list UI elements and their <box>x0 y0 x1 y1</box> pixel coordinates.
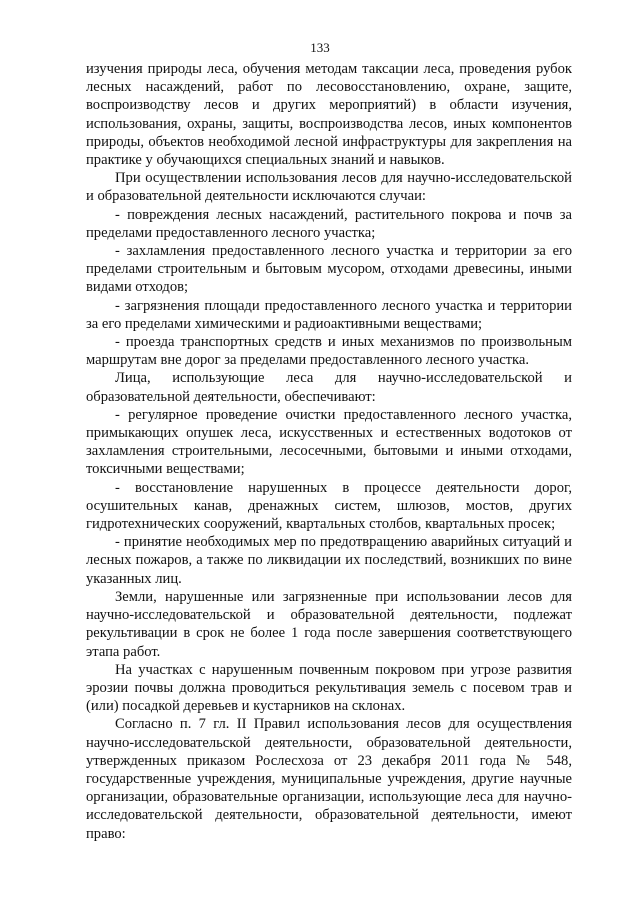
list-item-littering: - захламления предоставленного лесного участка и территории за его пределами строительным и бытовым мусором, отходами древесины, иными видами отходов; <box>86 243 572 296</box>
list-item-restoration: - восстановление нарушенных в процессе деятельности дорог, осушительных канав, дренажных систем, шлюзов, мостов, других гидротехнических сооружений, квартальных столбов, квартальных просек; <box>86 479 572 533</box>
list-item-pollution: - загрязнения площади предоставленного лесного участка и территории за его пределами химическими и радиоактивными веществами; <box>86 297 572 332</box>
list-item-damage: - повреждения лесных насаждений, растительного покрова и почв за пределами предоставленного лесного участка; <box>86 206 572 241</box>
list-item-cleaning: - регулярное проведение очистки предоставленного лесного участка, примыкающих опушек леса, искусственных и естественных водотоков от захламления строительными, лесосечными, бытовыми и иными отходами, токсичными веществами; <box>86 406 572 478</box>
paragraph-rights: Согласно п. 7 гл. II Правил использования лесов для осуществления научно-исследовательской деятельности, образовательной деятельности, утвержденных приказом Рослесхоза от 23 декабря 2011 года № 548, государственные учреждения, муниципальные учреждения, другие научные организации, образовательные организации, использующие леса для научно-исследовательской деятельности, образовательной деятельности, имеют право: <box>86 716 572 842</box>
paragraph-erosion: На участках с нарушенным почвенным покровом при угрозе развития эрозии почвы должна проводиться рекультивация земель с посевом трав и (или) посадкой деревьев и кустарников на склонах. <box>86 661 572 715</box>
page-number: 133 <box>310 40 330 55</box>
paragraph-1: изучения природы леса, обучения методам таксации леса, проведения рубок лесных насаждений, работ по лесовосстановлению, охране, защите, воспроизводству лесов и других мероприятий) в области изучения, использования, охраны, защиты, воспроизводства лесов, иных компонентов природы, объектов необходимой лесной инфраструктуры для закрепления на практике у обучающихся специальных знаний и навыков. <box>86 61 572 169</box>
list-item-fire-prevention: - принятие необходимых мер по предотвращению аварийных ситуаций и лесных пожаров, а также по ликвидации их последствий, возникших по вине указанных лиц. <box>86 534 572 587</box>
list-item-vehicle-passage: - проезда транспортных средств и иных механизмов по произвольным маршрутам вне дорог за пределами предоставленного лесного участка. <box>86 334 572 369</box>
paragraph-recultivation: Земли, нарушенные или загрязненные при использовании лесов для научно-исследовательской и образовательной деятельности, подлежат рекультивации в срок не более 1 года после завершения соответствующего этапа работ. <box>86 588 572 660</box>
document-body <box>86 60 572 843</box>
paragraph-obligations: Лица, использующие леса для научно-исследовательской и образовательной деятельности, обеспечивают: <box>86 370 572 405</box>
paragraph-2: При осуществлении использования лесов для научно-исследовательской и образовательной деятельности исключаются случаи: <box>86 170 572 205</box>
